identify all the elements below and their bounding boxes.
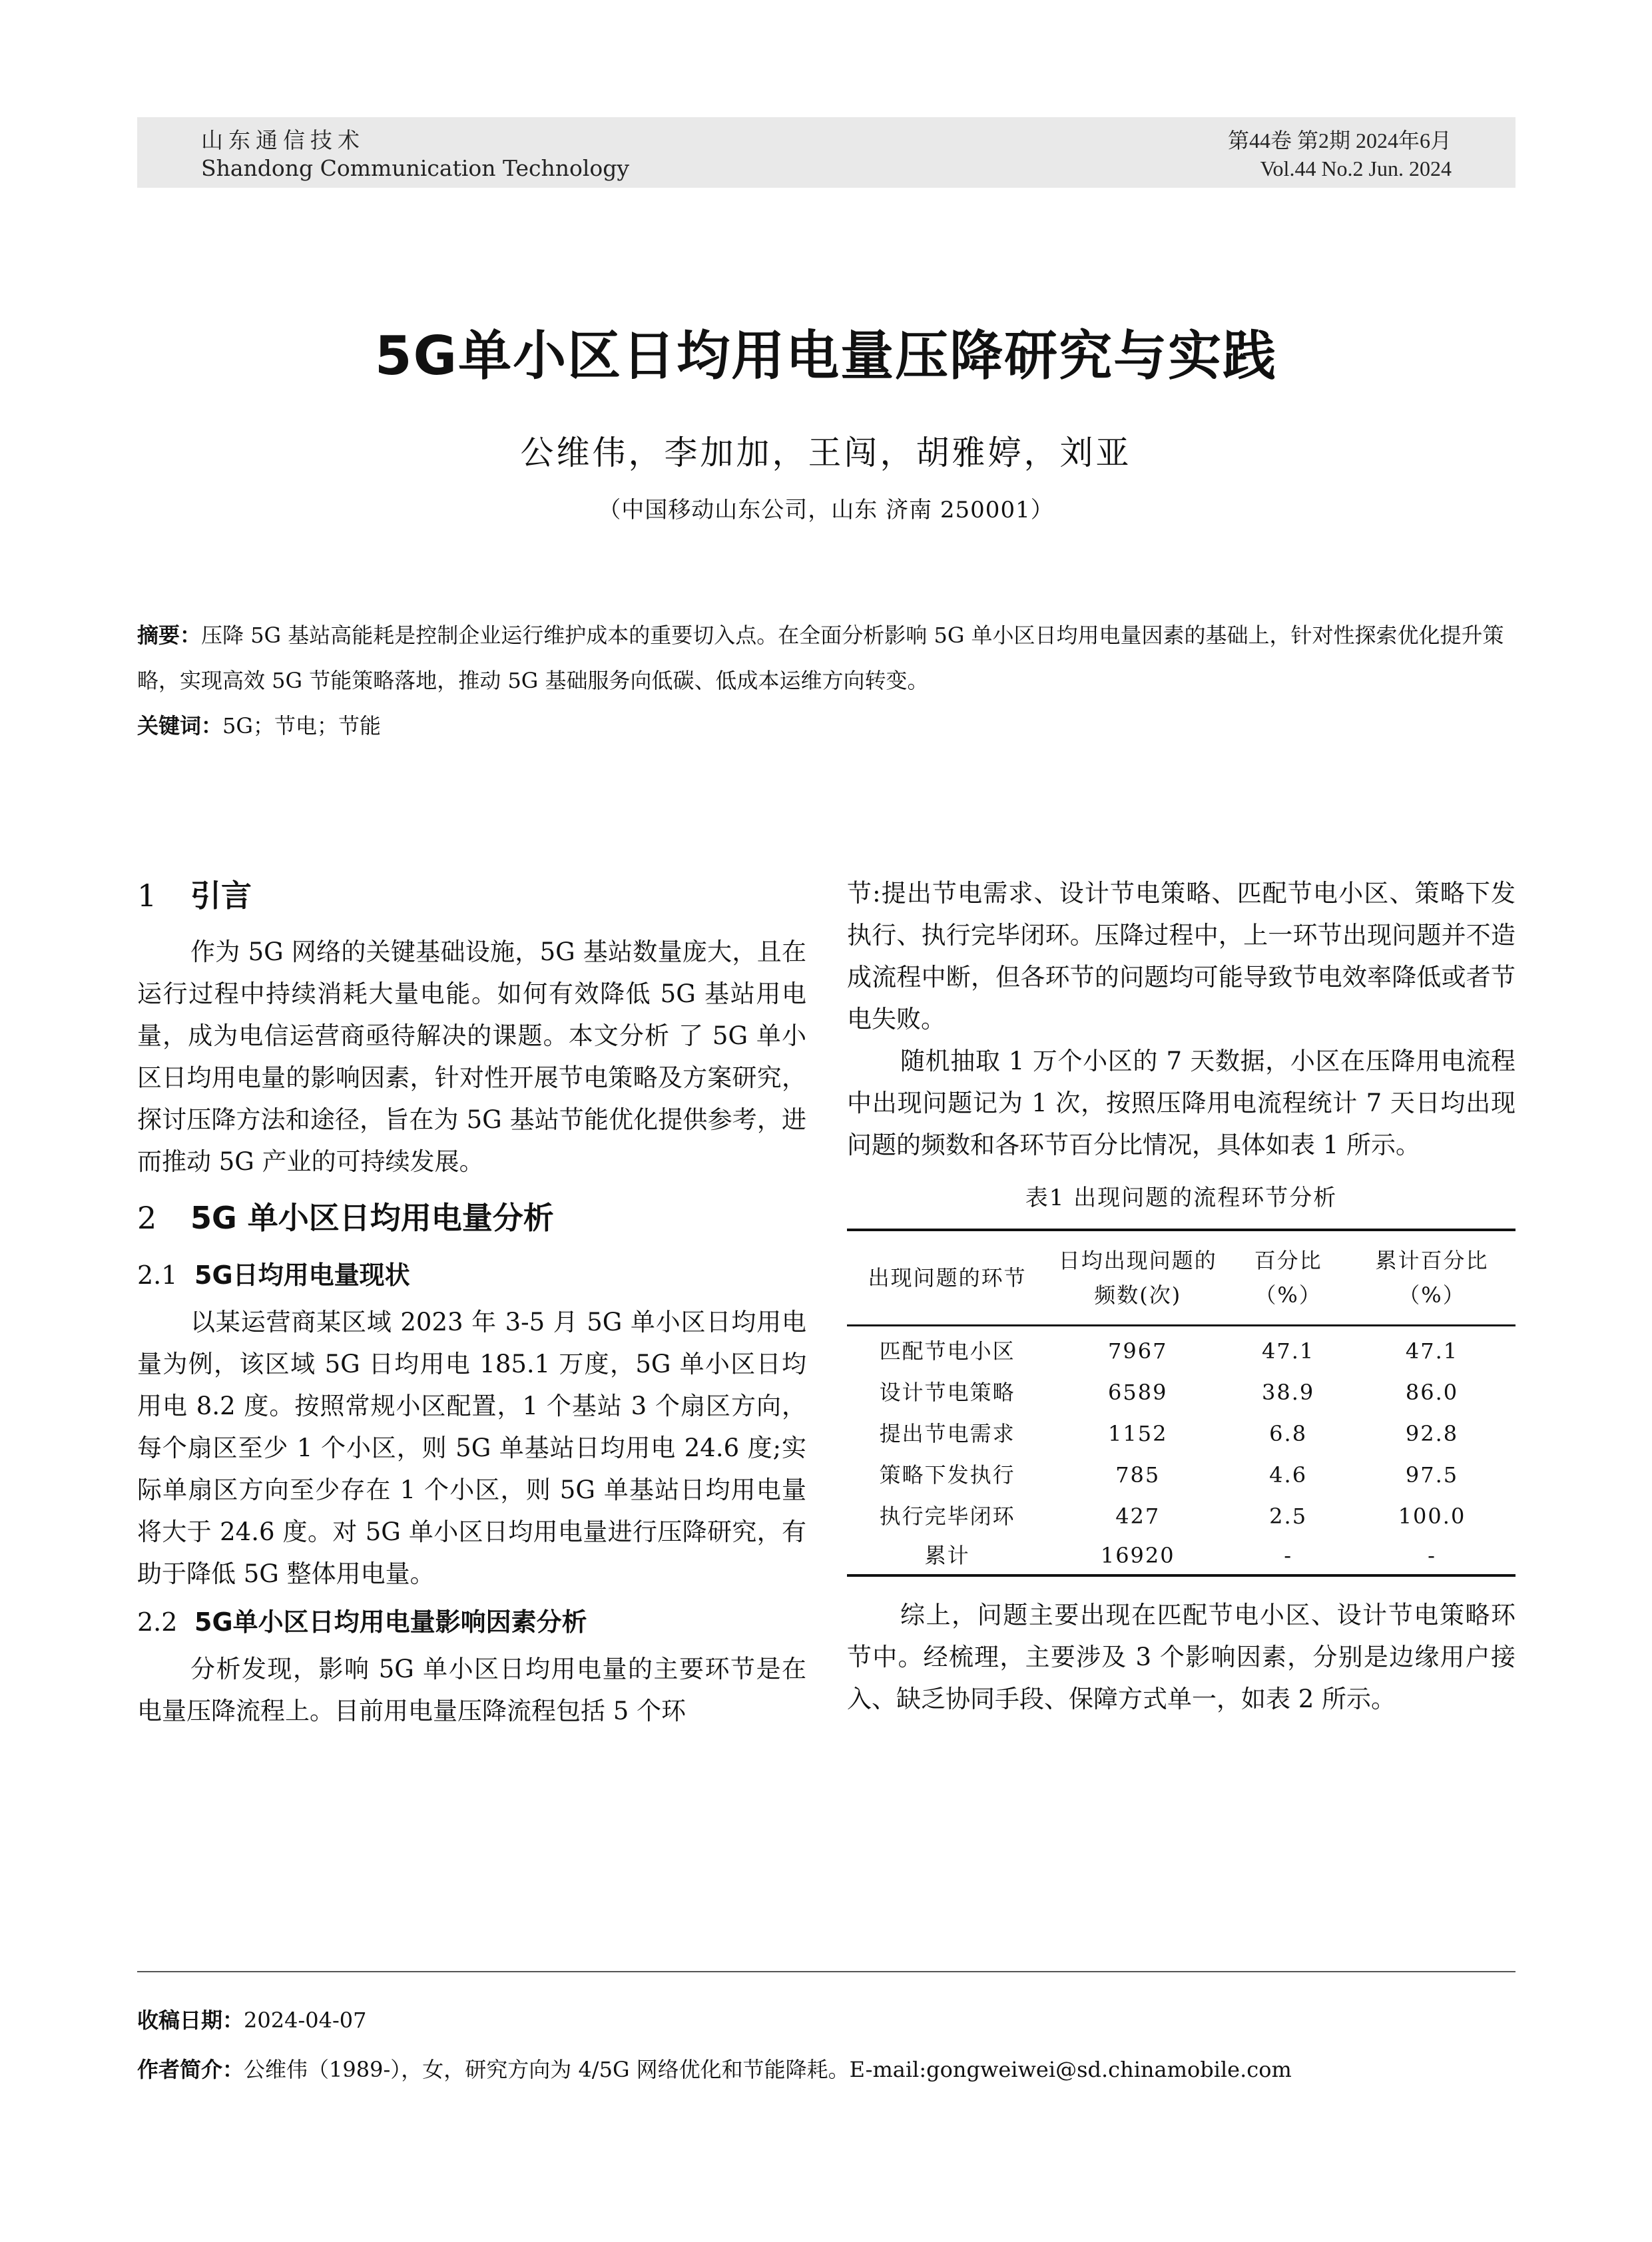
author-bio xyxy=(137,2047,1515,2092)
table-cell: 设计节电策略 xyxy=(879,1380,1015,1405)
table-1-body xyxy=(847,1326,1515,1576)
issue-info xyxy=(1228,127,1452,182)
author-bio-text: 公维伟（1989-），女，研究方向为 4/5G 网络优化和节能降耗。E-mail:gongweiwei@sd.chinamobile.com xyxy=(244,2057,1292,2082)
table-cell: 匹配节电小区 xyxy=(879,1338,1015,1364)
table-row xyxy=(847,1372,1515,1413)
table-cell: 92.8 xyxy=(1405,1421,1459,1446)
table-cell: 38.9 xyxy=(1262,1380,1315,1405)
intro-paragraph: 作为 5G 网络的关键基础设施，5G 基站数量庞大，且在运行过程中持续消耗大量电能。如何有效降低 5G 基站用电量，成为电信运营商亟待解决的课题。本文分析 了 5G 单小区日均用电量的影响因素，针对性开展节电策略及方案研究，探讨压降方法和途径，旨在为 5G 基站节能优化提供参考，进而推动 5G 产业的可持续发展。 xyxy=(137,938,806,1176)
author-list: 公维伟，李加加，王闯，胡雅婷，刘亚 xyxy=(520,433,1132,472)
table-row xyxy=(847,1496,1515,1537)
table-cell: - xyxy=(1348,1537,1515,1575)
journal-name xyxy=(201,127,629,182)
table-cell: 6589 xyxy=(1108,1380,1168,1405)
section-2-1-heading xyxy=(137,1253,806,1297)
received-value: 2024-04-07 xyxy=(244,2008,367,2033)
table-1-header-row xyxy=(847,1230,1515,1326)
table-1-header xyxy=(847,1230,1515,1326)
abstract-text: 压降 5G 基站高能耗是控制企业运行维护成本的重要切入点。在全面分析影响 5G 单小区日均用电量因素的基础上，针对性探索优化提升策略，实现高效 5G 节能策略落地，推动 5G 基础服务向低碳、低成本运维方向转变。 xyxy=(137,623,1504,693)
author-bio-label: 作者简介： xyxy=(137,2057,244,2082)
section-2-2-heading xyxy=(137,1600,806,1644)
table-1-header-cell: 累计百分比（%） xyxy=(1348,1230,1515,1326)
section-1-title: 引言 xyxy=(190,878,252,914)
table-cell: 7967 xyxy=(1108,1338,1168,1364)
table-cell: 47.1 xyxy=(1405,1338,1459,1364)
affiliation: （中国移动山东公司，山东 济南 250001） xyxy=(598,497,1054,523)
table-row xyxy=(847,1413,1515,1454)
table-cell: - xyxy=(1228,1537,1348,1575)
section-2-2-paragraph-1-continued: 节:提出节电需求、设计节电策略、匹配节电小区、策略下发执行、执行完毕闭环。压降过程中，上一环节出现问题并不造成流程中断，但各环节的问题均可能导致节电效率降低或者节电失败。 xyxy=(847,879,1515,1033)
section-2-2-title: 5G单小区日均用电量影响因素分析 xyxy=(194,1607,587,1637)
section-2-number: 2 xyxy=(137,1200,157,1236)
section-2-1-paragraph: 以某运营商某区域 2023 年 3-5 月 5G 单小区日均用电量为例，该区域 5G 日均用电 185.1 万度，5G 单小区日均用电 8.2 度。按照常规小区配置，1 个基站 3 个扇区方向，每个扇区至少 1 个小区，则 5G 单基站日均用电 24.6 度;实际单扇区方向至少存在 1 个小区，则 5G 单基站日均用电量将大于 24.6 度。对 5G 单小区日均用电量进行压降研究，有助于降低 5G 整体用电量。 xyxy=(137,1308,806,1588)
keywords xyxy=(137,703,1515,748)
table-cell: 97.5 xyxy=(1405,1462,1459,1488)
section-1-number: 1 xyxy=(137,878,157,914)
table-cell: 4.6 xyxy=(1269,1462,1308,1488)
table-1-caption: 表1 出现问题的流程环节分析 xyxy=(1025,1185,1338,1211)
table-cell: 提出节电需求 xyxy=(879,1421,1015,1446)
received-label: 收稿日期： xyxy=(137,2008,244,2033)
table-cell: 执行完毕闭环 xyxy=(879,1504,1015,1529)
keywords-text: 5G；节电；节能 xyxy=(222,713,381,738)
keywords-label: 关键词： xyxy=(137,713,223,738)
right-column xyxy=(847,872,1515,1720)
paper-title: 5G单小区日均用电量压降研究与实践 xyxy=(374,325,1278,387)
table-cell: 6.8 xyxy=(1269,1421,1308,1446)
table-cell: 86.0 xyxy=(1405,1380,1459,1405)
section-2-1-title: 5G日均用电量现状 xyxy=(194,1261,410,1290)
table-cell: 47.1 xyxy=(1262,1338,1315,1364)
table-row xyxy=(847,1537,1515,1575)
journal-name-en: Shandong Communication Technology xyxy=(201,155,630,181)
section-2-title: 5G 单小区日均用电量分析 xyxy=(190,1200,554,1236)
table-cell: 100.0 xyxy=(1398,1504,1466,1529)
footnote-block xyxy=(137,1998,1515,2096)
left-column xyxy=(137,872,806,1732)
table-cell: 累计 xyxy=(847,1537,1047,1575)
table-cell: 1152 xyxy=(1108,1421,1168,1446)
section-2-heading xyxy=(137,1195,806,1241)
table-1-header-cell: 日均出现问题的频数(次) xyxy=(1047,1230,1228,1326)
footer-divider xyxy=(137,1971,1515,1972)
abstract-block xyxy=(137,613,1515,748)
table-1-header-cell: 百分比（%） xyxy=(1228,1230,1348,1326)
received-date xyxy=(137,1998,1515,2043)
table-1-header-cell: 出现问题的环节 xyxy=(847,1230,1047,1326)
issue-info-cn: 第44卷 第2期 2024年6月 xyxy=(1227,129,1452,152)
abstract xyxy=(137,613,1515,703)
section-2-2-paragraph-2: 随机抽取 1 万个小区的 7 天数据，小区在压降用电流程中出现问题记为 1 次，按照压降用电流程统计 7 天日均出现问题的频数和各环节百分比情况，具体如表 1 所示。 xyxy=(847,1047,1515,1159)
journal-name-cn: 山东通信技术 xyxy=(201,127,365,153)
journal-header xyxy=(137,117,1515,188)
section-2-2-paragraph-1: 分析发现，影响 5G 单小区日均用电量的主要环节是在电量压降流程上。目前用电量压降流程包括 5 个环 xyxy=(137,1655,806,1725)
section-2-1-number: 2.1 xyxy=(137,1261,178,1290)
abstract-label: 摘要： xyxy=(137,623,202,648)
table-row xyxy=(847,1454,1515,1496)
section-1-heading xyxy=(137,872,806,919)
table-row xyxy=(847,1326,1515,1372)
table-cell: 2.5 xyxy=(1269,1504,1308,1529)
table-cell: 策略下发执行 xyxy=(879,1462,1015,1488)
table-1 xyxy=(847,1229,1515,1577)
table-cell: 427 xyxy=(1115,1504,1161,1529)
table-cell: 785 xyxy=(1115,1462,1161,1488)
section-2-2-number: 2.2 xyxy=(137,1607,178,1637)
issue-info-en: Vol.44 No.2 Jun. 2024 xyxy=(1260,156,1452,180)
section-2-2-paragraph-3: 综上，问题主要出现在匹配节电小区、设计节电策略环节中。经梳理，主要涉及 3 个影响因素，分别是边缘用户接入、缺乏协同手段、保障方式单一，如表 2 所示。 xyxy=(847,1601,1515,1713)
table-cell: 16920 xyxy=(1047,1537,1228,1575)
